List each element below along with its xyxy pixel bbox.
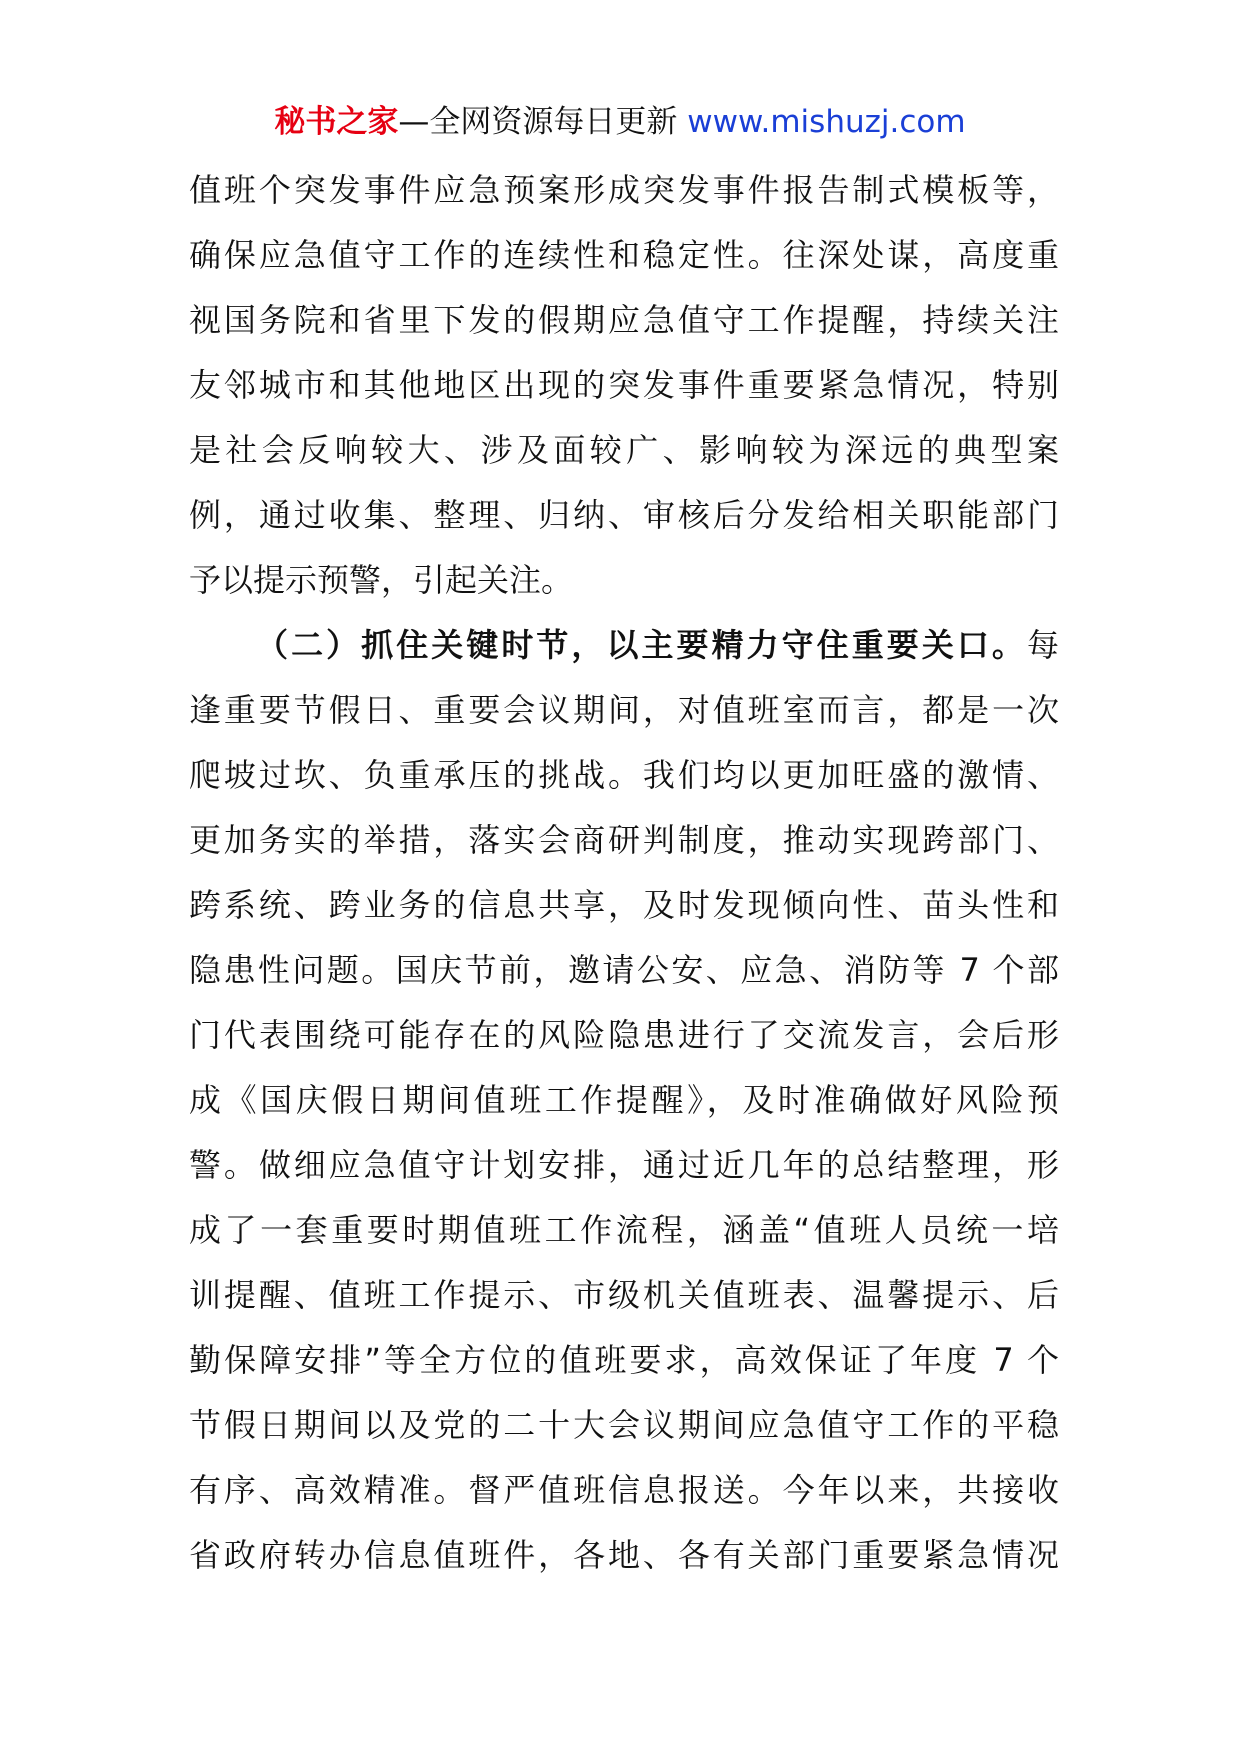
text-line: 逢重要节假日、重要会议期间，对值班室而言，都是一次 [189,691,1059,729]
text-line: 省政府转办信息值班件，各地、各有关部门重要紧急情况 [189,1536,1059,1574]
text-line: 节假日期间以及党的二十大会议期间应急值守工作的平稳 [189,1406,1059,1444]
text-line: 跨系统、跨业务的信息共享，及时发现倾向性、苗头性和 [189,886,1059,924]
text-line: 是社会反响较大、涉及面较广、影响较为深远的典型案 [189,431,1059,469]
text-line: 成《国庆假日期间值班工作提醒》，及时准确做好风险预 [189,1081,1059,1119]
text-line: 视国务院和省里下发的假期应急值守工作提醒，持续关注 [189,301,1059,339]
header-tagline: —全网资源每日更新 [398,104,688,140]
text-line: 门代表围绕可能存在的风险隐患进行了交流发言，会后形 [189,1016,1059,1054]
text-line: 隐患性问题。国庆节前，邀请公安、应急、消防等 7 个部 [189,951,1059,989]
paragraph-1 [189,158,1059,613]
paragraph-2 [189,613,1059,1588]
section-heading: （二）抓住关键时节，以主要精力守住重要关口。 [253,626,1027,664]
text-line: 确保应急值守工作的连续性和稳定性。往深处谋，高度重 [189,236,1059,274]
text-line: 成了一套重要时期值班工作流程，涵盖“值班人员统一培 [189,1211,1059,1249]
text-line: 有序、高效精准。督严值班信息报送。今年以来，共接收 [189,1471,1059,1509]
text-line: 勤保障安排”等全方位的值班要求，高效保证了年度 7 个 [189,1341,1059,1379]
text-line: 值班个突发事件应急预案形成突发事件报告制式模板等， [189,171,1059,209]
text-line: 警。做细应急值守计划安排，通过近几年的总结整理，形 [189,1146,1059,1184]
text-line: 爬坡过坎、负重承压的挑战。我们均以更加旺盛的激情、 [189,756,1059,794]
document-body [189,158,1059,1588]
header-url[interactable]: www.mishuzj.com [687,104,966,140]
text-line: 友邻城市和其他地区出现的突发事件重要紧急情况，特别 [189,366,1059,404]
text-line: 更加务实的举措，落实会商研判制度，推动实现跨部门、 [189,821,1059,859]
text-line: 例，通过收集、整理、归纳、审核后分发给相关职能部门 [189,496,1059,534]
header-brand: 秘书之家 [274,104,399,140]
text-line: 予以提示预警，引起关注。 [189,561,574,599]
site-header [0,100,1240,144]
text-line-first [189,613,1059,678]
heading-line-rest: 每 [1026,626,1059,664]
text-line: 训提醒、值班工作提示、市级机关值班表、温馨提示、后 [189,1276,1059,1314]
